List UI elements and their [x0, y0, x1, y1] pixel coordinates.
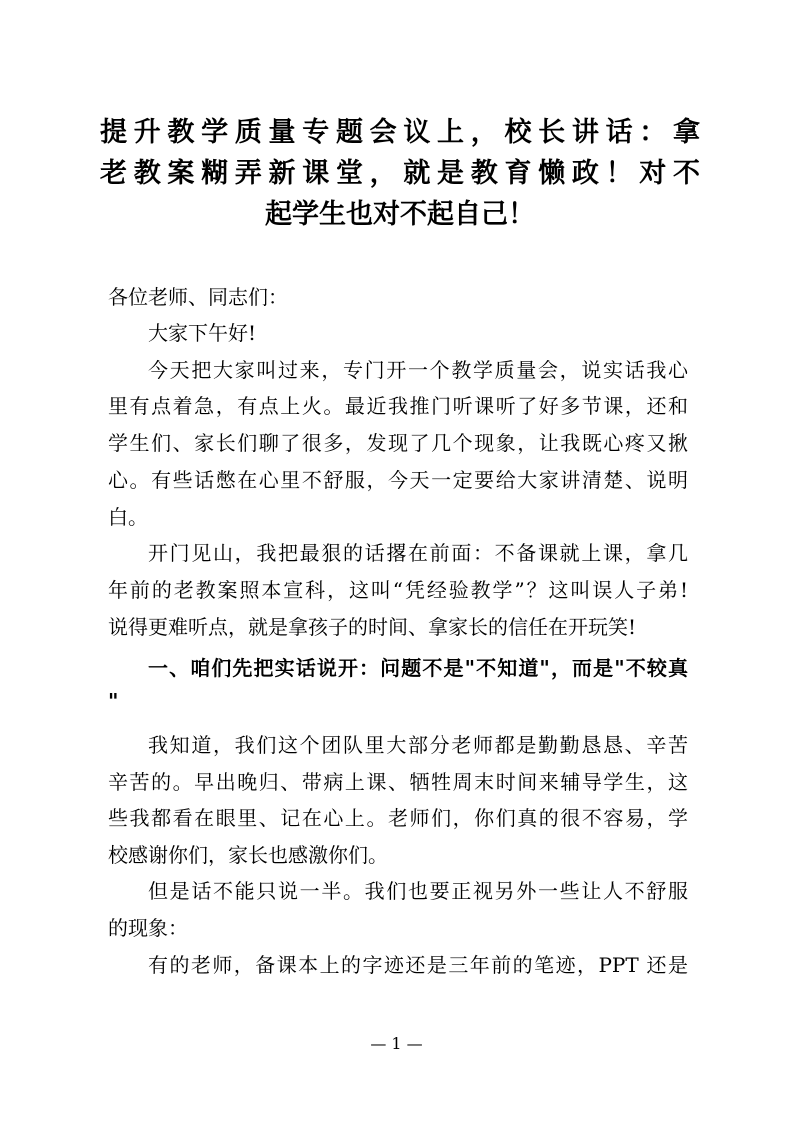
- section-heading: ": [108, 689, 119, 713]
- paragraph-line: 年前的老教案照本宣科，这叫“凭经验教学”？这叫误人子弟!: [108, 578, 688, 602]
- title-line: 老教案糊弄新课堂，就是教育懒政！对不: [100, 158, 700, 189]
- greeting: 大家下午好!: [148, 321, 257, 345]
- paragraph-line: 今天把大家叫过来，专门开一个教学质量会，说实话我心: [148, 358, 688, 382]
- paragraph-line: 我知道，我们这个团队里大部分老师都是勤勤恳恳、辛苦: [148, 733, 688, 757]
- paragraph-line: 校感谢你们，家长也感激你们。: [108, 843, 388, 867]
- title-line: 起学生也对不起自己！: [265, 199, 535, 230]
- paragraph-line: 里有点着急，有点上火。最近我推门听课听了好多节课，还和: [108, 394, 688, 418]
- section-heading: 一、咱们先把实话说开：问题不是"不知道"，而是"不较真: [148, 656, 688, 680]
- paragraph-line: 有的老师，备课本上的字迹还是三年前的笔迹，PPT 还是: [148, 953, 688, 977]
- title-line: 提升教学质量专题会议上，校长讲话：拿: [100, 117, 700, 148]
- page-number: — 1 —: [370, 1034, 423, 1053]
- paragraph-line: 辛苦的。早出晚归、带病上课、牺牲周末时间来辅导学生，这: [108, 770, 688, 794]
- paragraph-line: 的现象：: [108, 916, 188, 940]
- paragraph-line: 学生们、家长们聊了很多，发现了几个现象，让我既心疼又揪: [108, 431, 688, 455]
- paragraph-line: 白。: [108, 505, 148, 529]
- paragraph-line: 些我都看在眼里、记在心上。老师们，你们真的很不容易，学: [108, 806, 688, 830]
- paragraph-line: 但是话不能只说一半。我们也要正视另外一些让人不舒服: [148, 879, 688, 903]
- salutation: 各位老师、同志们：: [108, 285, 288, 309]
- paragraph-line: 说得更难听点，就是拿孩子的时间、拿家长的信任在开玩笑!: [108, 615, 637, 639]
- paragraph-line: 心。有些话憋在心里不舒服，今天一定要给大家讲清楚、说明: [108, 468, 688, 492]
- paragraph-line: 开门见山，我把最狠的话撂在前面：不备课就上课，拿几: [148, 541, 688, 565]
